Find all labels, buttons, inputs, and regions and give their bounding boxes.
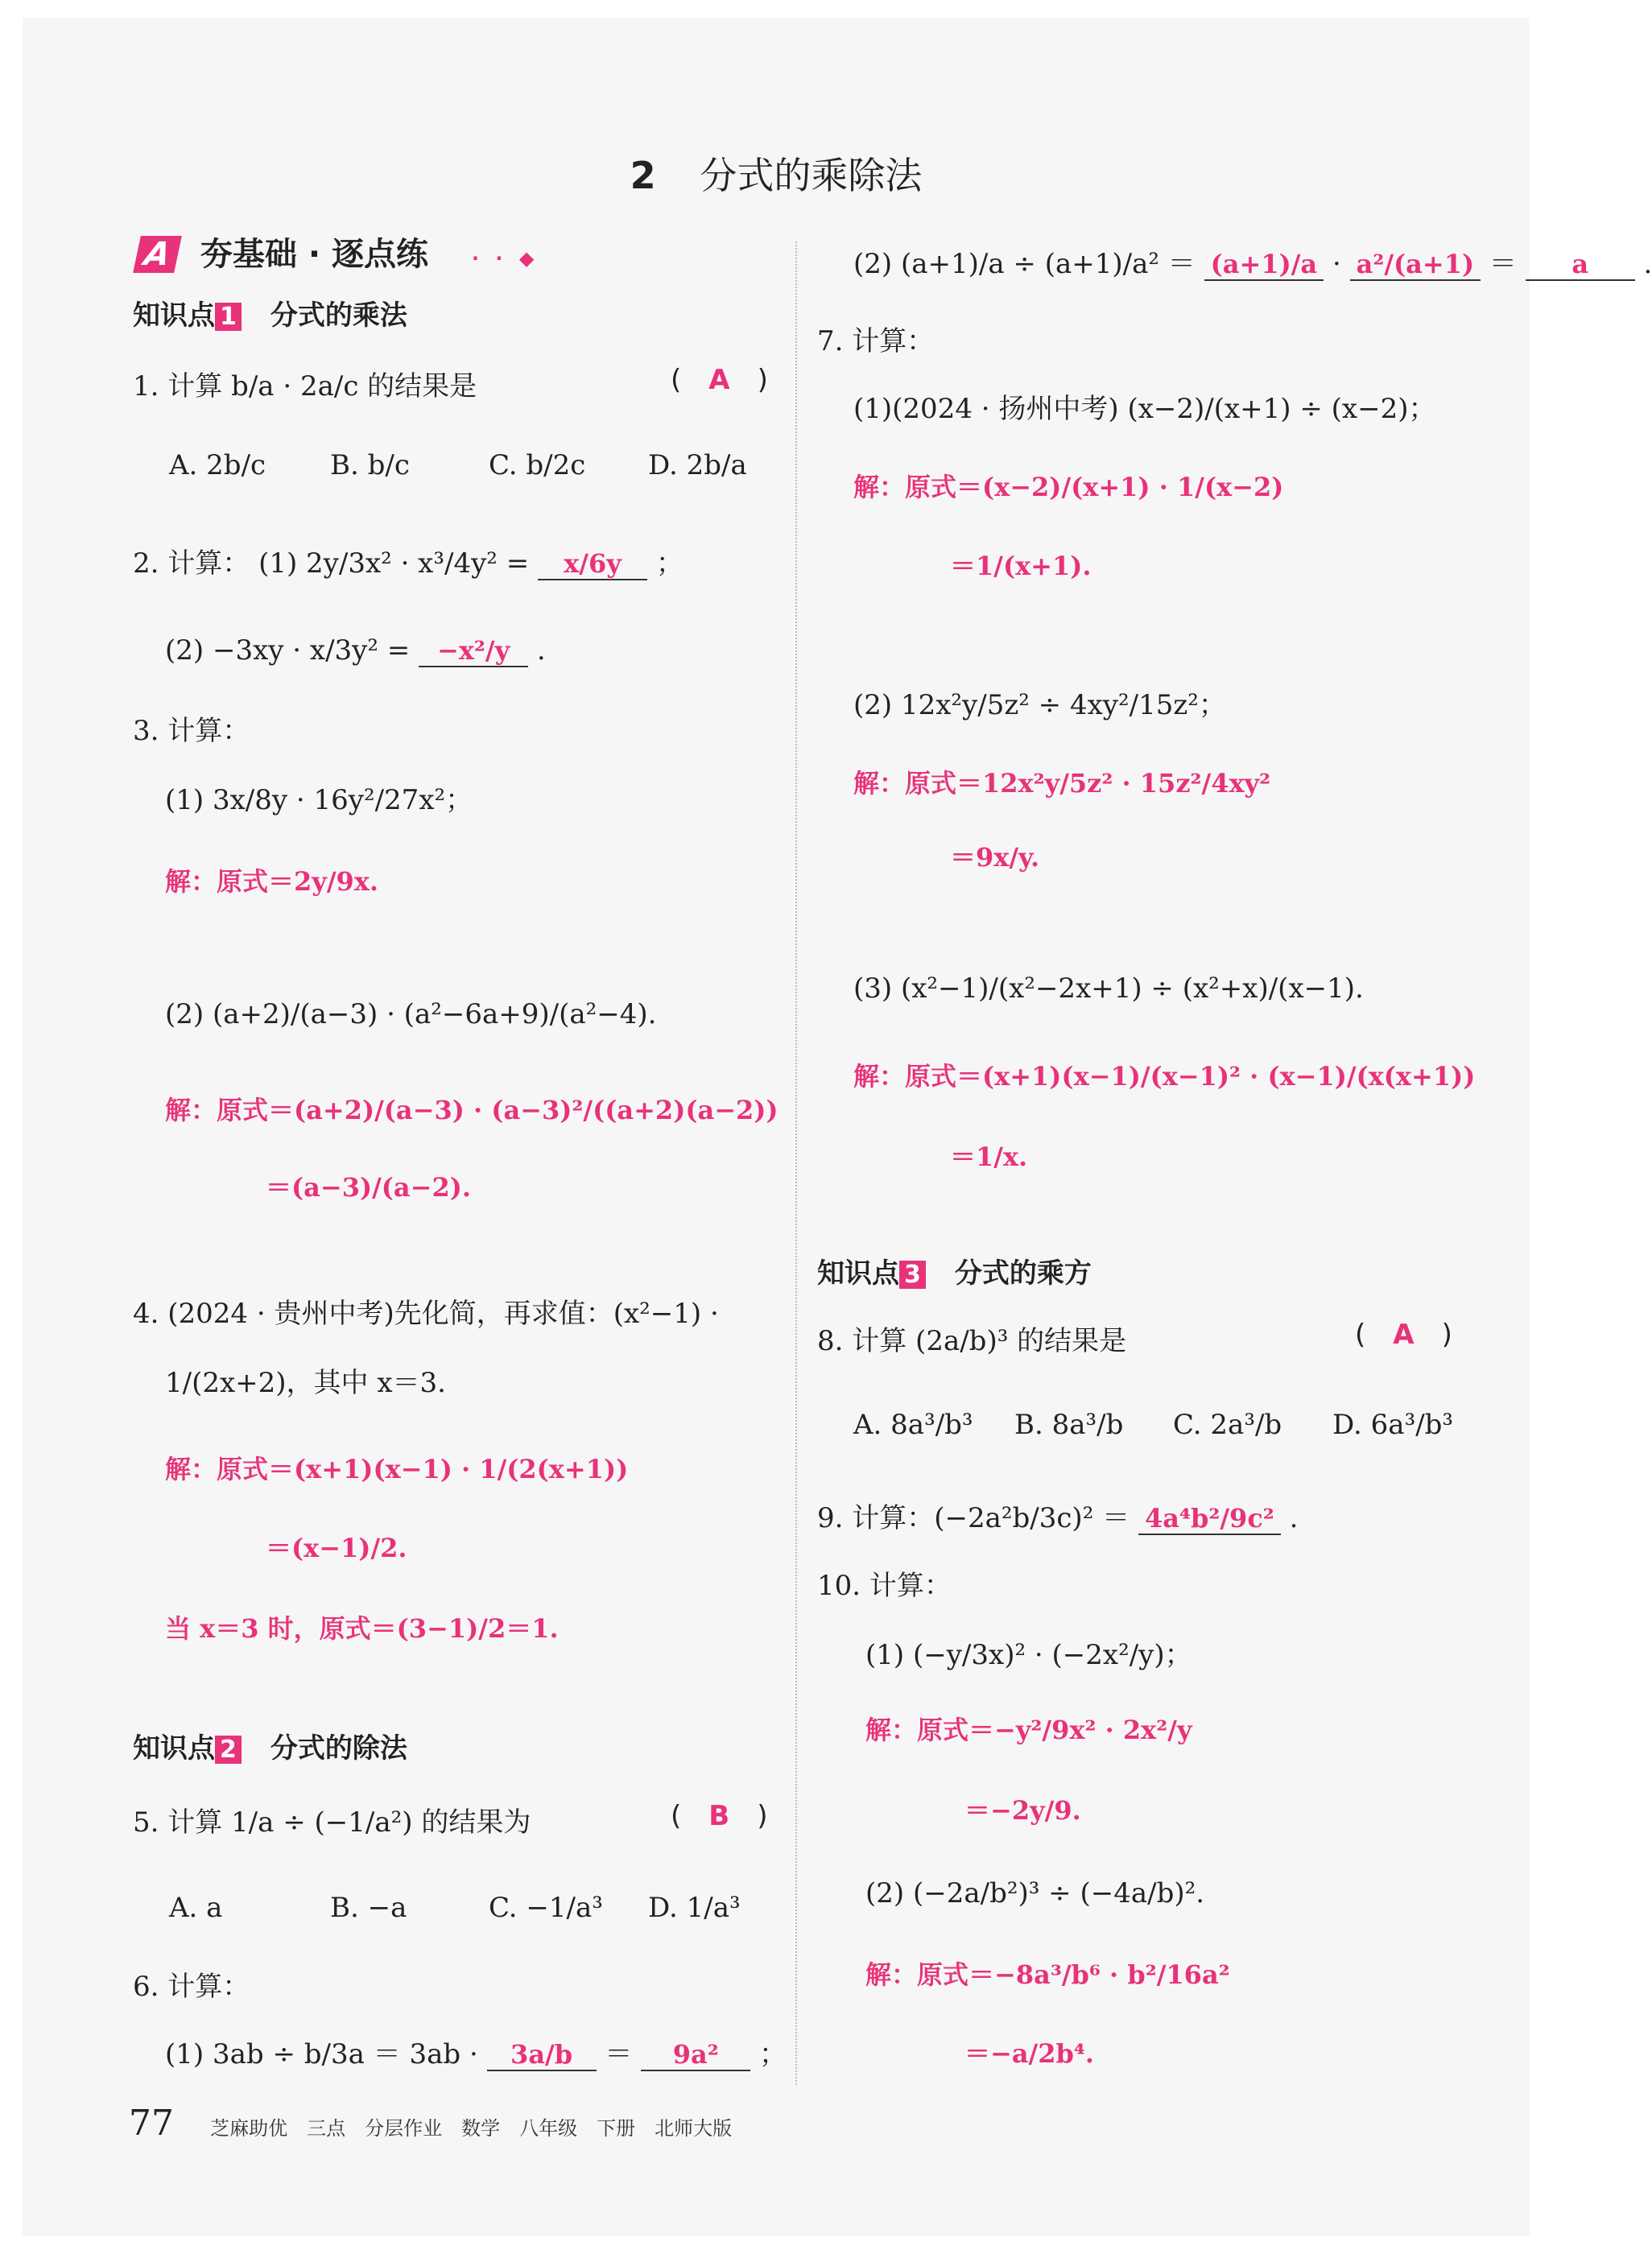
q10-part1: (1) (−y/3x)² · (−2x²/y)； <box>865 1639 1192 1671</box>
q3-part2-solution-line2: ＝(a−3)/(a−2). <box>266 1172 472 1203</box>
q5-option-d: D. 1/a³ <box>648 1892 741 1924</box>
q9-answer: 4a⁴b²/9c² <box>1138 1503 1281 1535</box>
q2-part1-answer: x/6y <box>538 548 647 580</box>
q8-option-a: A. 8a³/b³ <box>853 1409 973 1441</box>
q7-part1-solution-line2: ＝1/(x+1). <box>950 551 1092 581</box>
q7-part3: (3) (x²−1)/(x²−2x+1) ÷ (x²+x)/(x−1). <box>853 972 1364 1005</box>
q8-answer-paren: ( A ) <box>1355 1319 1452 1351</box>
q4-solution-line1: 解：原式＝(x+1)(x−1) · 1/(2(x+1)) <box>165 1454 629 1484</box>
q6-part1-text: (1) 3ab ÷ b/3a ＝ 3ab · <box>165 2038 478 2070</box>
q5-answer: B <box>708 1800 730 1832</box>
q1-answer: A <box>708 364 730 396</box>
q2-part2-end: . <box>536 634 546 667</box>
q2-part2-answer: −x²/y <box>419 635 528 667</box>
q1-option-c: C. b/2c <box>489 449 586 481</box>
q3-part2-solution-line1: 解：原式＝(a+2)/(a−3) · (a−3)²/((a+2)(a−2)) <box>165 1095 779 1125</box>
q6-part1 <box>165 2032 787 2071</box>
kp-badge: 3 <box>899 1261 926 1289</box>
q6-part2-dot: · <box>1332 248 1341 280</box>
q6-part2-answer2: a²/(a+1) <box>1350 249 1481 281</box>
q2-part2 <box>165 634 546 667</box>
knowledge-point-2 <box>133 1726 407 1765</box>
q6-part2 <box>853 242 1652 281</box>
kp-badge: 1 <box>215 303 242 331</box>
q5-stem: 5. 计算 1/a ÷ (−1/a²) 的结果为 <box>133 1806 531 1839</box>
q7-part1: (1)(2024 · 扬州中考) (x−2)/(x+1) ÷ (x−2)； <box>853 393 1436 425</box>
section-a-tag: A <box>133 236 182 273</box>
q10-part1-solution-line2: ＝−2y/9. <box>964 1795 1081 1826</box>
q7-part2-solution-line1: 解：原式＝12x²y/5z² · 15z²/4xy² <box>853 768 1271 799</box>
q1-answer-paren: ( A ) <box>671 364 768 396</box>
q1-option-b: B. b/c <box>330 449 410 481</box>
q7-part2: (2) 12x²y/5z² ÷ 4xy²/15z²； <box>853 689 1226 721</box>
kp-prefix: 知识点 <box>817 1257 899 1290</box>
q6-label: 6. 计算： <box>133 1971 250 2003</box>
q2-part1: (1) 2y/3x² · x³/4y² = <box>258 547 530 580</box>
q8-option-b: B. 8a³/b <box>1014 1409 1124 1441</box>
q4-solution-line3: 当 x＝3 时，原式＝(3−1)/2＝1. <box>165 1613 559 1644</box>
q1-stem: 1. 计算 b/a · 2a/c 的结果是 <box>133 370 477 402</box>
q6-part1-answer1: 3a/b <box>487 2039 597 2071</box>
q10-part1-solution-line1: 解：原式＝−y²/9x² · 2x²/y <box>865 1715 1192 1745</box>
q5-option-a: A. a <box>169 1892 223 1924</box>
q6-part2-eq: ＝ <box>1489 248 1517 280</box>
kp-label: 分式的除法 <box>270 1732 407 1765</box>
q7-label: 7. 计算： <box>817 325 935 357</box>
knowledge-point-1 <box>133 293 407 332</box>
title-text: 分式的乘除法 <box>700 154 923 197</box>
q1-option-d: D. 2b/a <box>648 449 747 481</box>
q6-part2-end: . <box>1643 248 1652 280</box>
q6-part1-eq: ＝ <box>605 2038 633 2070</box>
footer-meta: 芝麻助优 三点 分层作业 数学 八年级 下册 北师大版 <box>210 2117 733 2140</box>
page-footer <box>129 2103 732 2144</box>
q3-part1-solution: 解：原式＝2y/9x. <box>165 866 379 897</box>
q6-part2-answer1: (a+1)/a <box>1204 249 1324 281</box>
q7-part3-solution-line1: 解：原式＝(x+1)(x−1)/(x−1)² · (x−1)/(x(x+1)) <box>853 1061 1476 1092</box>
q8-stem: 8. 计算 (2a/b)³ 的结果是 <box>817 1325 1127 1357</box>
q9-stem <box>817 1496 1298 1535</box>
q1-option-a: A. 2b/c <box>169 449 266 481</box>
q2-label: 2. 计算： <box>133 547 250 580</box>
q8-answer: A <box>1393 1319 1415 1351</box>
q8-option-d: D. 6a³/b³ <box>1332 1409 1454 1441</box>
knowledge-point-3 <box>817 1251 1092 1290</box>
q10-part2: (2) (−2a/b²)³ ÷ (−4a/b)². <box>865 1877 1205 1909</box>
page-title <box>0 147 1552 200</box>
page-number: 77 <box>129 2103 174 2144</box>
q6-part2-answer3: a <box>1526 249 1635 281</box>
q7-part2-solution-line2: ＝9x/y. <box>950 842 1040 873</box>
q4-stem-line1: 4. (2024 · 贵州中考)先化简，再求值：(x²−1) · <box>133 1298 719 1330</box>
section-a-header <box>137 229 539 275</box>
kp-label: 分式的乘法 <box>270 299 407 332</box>
q6-part2-text: (2) (a+1)/a ÷ (a+1)/a² ＝ <box>853 248 1196 280</box>
q2-part1-end: ； <box>655 547 684 580</box>
title-number: 2 <box>630 154 656 197</box>
q4-stem-line2: 1/(2x+2)，其中 x＝3. <box>165 1367 446 1399</box>
q3-part1: (1) 3x/8y · 16y²/27x²； <box>165 784 473 816</box>
q10-label: 10. 计算： <box>817 1570 952 1602</box>
kp-prefix: 知识点 <box>133 1732 215 1765</box>
q10-part2-solution-line2: ＝−a/2b⁴. <box>964 2038 1095 2069</box>
q10-part2-solution-line1: 解：原式＝−8a³/b⁶ · b²/16a² <box>865 1959 1230 1990</box>
q9-end: . <box>1289 1502 1299 1534</box>
q5-option-b: B. −a <box>330 1892 407 1924</box>
q2-stem <box>133 541 684 580</box>
kp-badge: 2 <box>215 1736 242 1764</box>
q4-solution-line2: ＝(x−1)/2. <box>266 1533 407 1563</box>
column-divider <box>795 242 797 2085</box>
section-a-dots: · · ◆ <box>471 247 539 270</box>
q7-part1-solution-line1: 解：原式＝(x−2)/(x+1) · 1/(x−2) <box>853 472 1284 502</box>
q5-option-c: C. −1/a³ <box>489 1892 603 1924</box>
q7-part3-solution-line2: ＝1/x. <box>950 1141 1028 1172</box>
page-sheet <box>23 18 1530 2236</box>
q8-option-c: C. 2a³/b <box>1173 1409 1282 1441</box>
kp-label: 分式的乘方 <box>954 1257 1092 1290</box>
q2-part2-text: (2) −3xy · x/3y² = <box>165 634 411 667</box>
section-a-label: 夯基础 · 逐点练 <box>200 236 428 273</box>
q3-label: 3. 计算： <box>133 715 250 747</box>
kp-prefix: 知识点 <box>133 299 215 332</box>
q9-text: 9. 计算：(−2a²b/3c)² ＝ <box>817 1502 1130 1534</box>
q6-part1-answer2: 9a² <box>641 2039 750 2071</box>
q6-part1-end: ； <box>759 2038 787 2070</box>
q5-answer-paren: ( B ) <box>671 1800 768 1832</box>
q3-part2: (2) (a+2)/(a−3) · (a²−6a+9)/(a²−4). <box>165 998 657 1030</box>
